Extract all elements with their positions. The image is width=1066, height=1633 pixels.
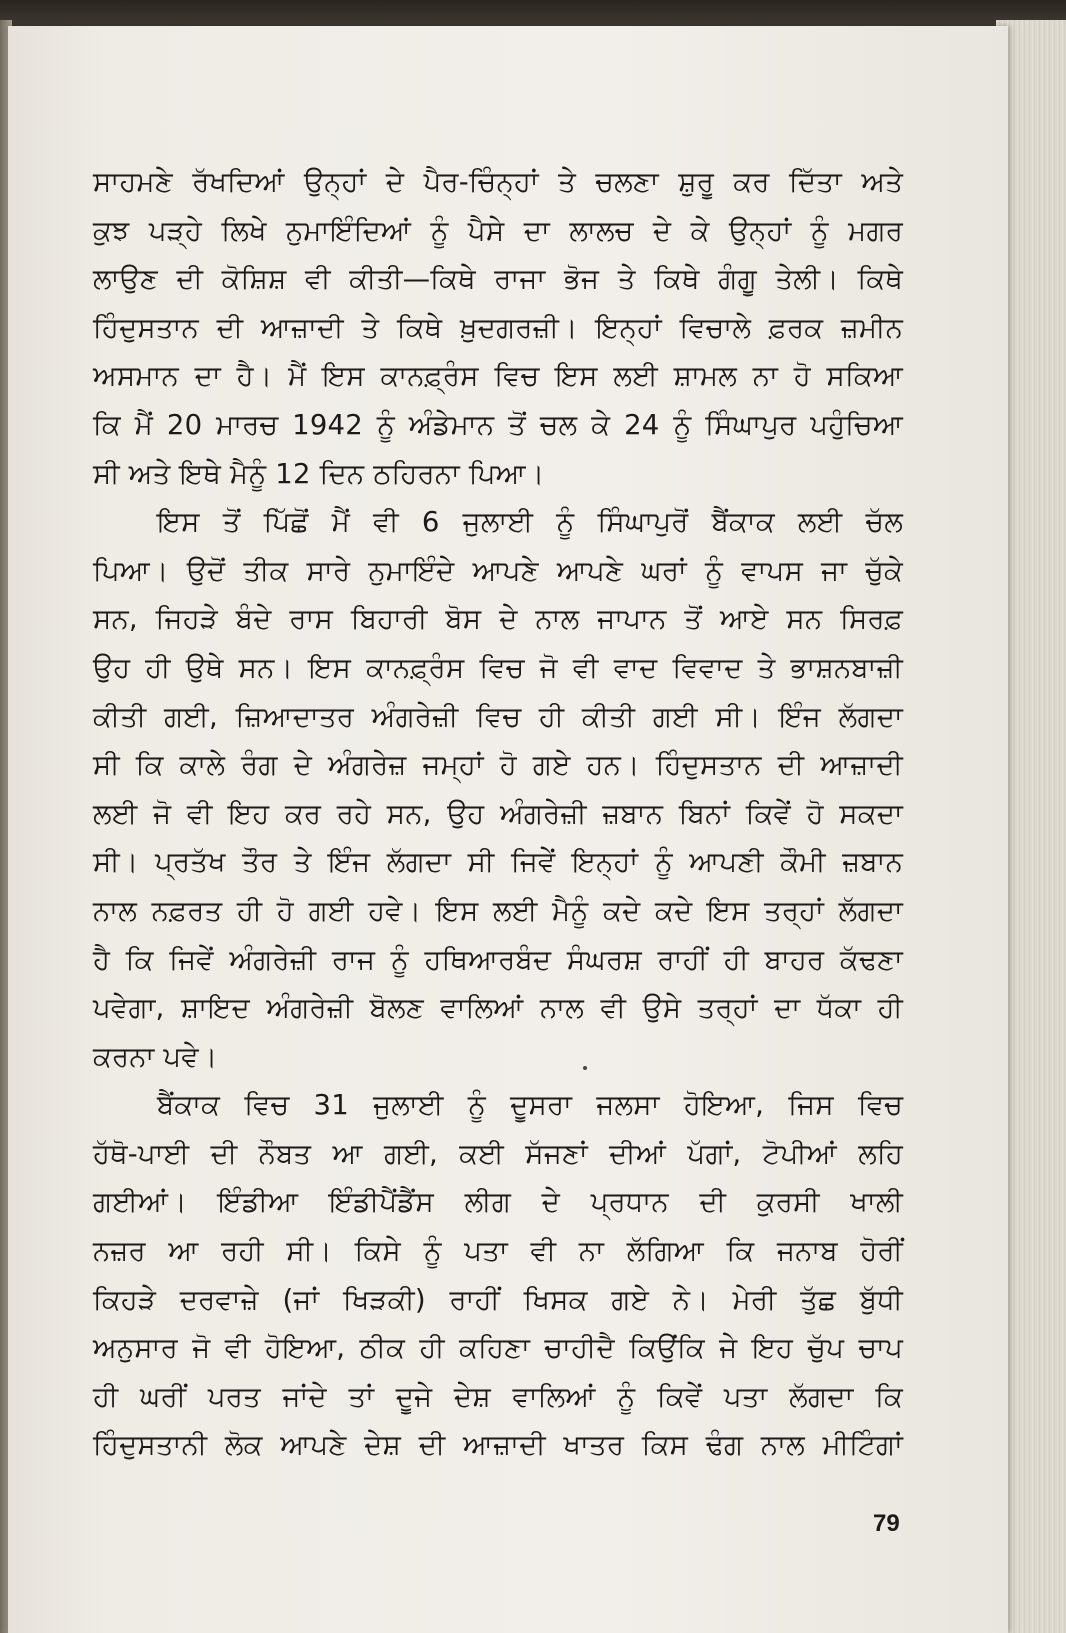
text-line: ਹੱਥੋ-ਪਾਈ ਦੀ ਨੌਬਤ ਆ ਗਈ, ਕਈ ਸੱਜਣਾਂ ਦੀਆਂ ਪੱਗਾਂ, ਟੋਪੀਆਂ ਲਹਿ	[93, 1137, 903, 1170]
text-line: ਅਨੁਸਾਰ ਜੋ ਵੀ ਹੋਇਆ, ਠੀਕ ਹੀ ਕਹਿਣਾ ਚਾਹੀਦੈ ਕਿਉਂਕਿ ਜੇ ਇਹ ਚੁੱਪ ਚਾਪ	[93, 1332, 903, 1365]
text-line: ਲਾਉਣ ਦੀ ਕੋਸ਼ਿਸ਼ ਵੀ ਕੀਤੀ—ਕਿਥੇ ਰਾਜਾ ਭੋਜ ਤੇ ਕਿਥੇ ਗੰਗੂ ਤੇਲੀ। ਕਿਥੇ	[93, 263, 903, 296]
text-line: ਕੀਤੀ ਗਈ, ਜ਼ਿਆਦਾਤਰ ਅੰਗਰੇਜ਼ੀ ਵਿਚ ਹੀ ਕੀਤੀ ਗਈ ਸੀ। ਇੰਜ ਲੱਗਦਾ	[93, 700, 903, 733]
paragraph-end-line: ਕਰਨਾ ਪਵੇ।	[93, 1040, 218, 1073]
text-line: ਉਹ ਹੀ ਉਥੇ ਸਨ। ਇਸ ਕਾਨਫ਼੍ਰੰਸ ਵਿਚ ਜੋ ਵੀ ਵਾਦ ਵਿਵਾਦ ਤੇ ਭਾਸ਼ਨਬਾਜ਼ੀ	[93, 651, 903, 684]
text-line: ਲਈ ਜੋ ਵੀ ਇਹ ਕਰ ਰਹੇ ਸਨ, ਉਹ ਅੰਗਰੇਜ਼ੀ ਜ਼ਬਾਨ ਬਿਨਾਂ ਕਿਵੇਂ ਹੋ ਸਕਦਾ	[93, 797, 903, 830]
text-line: ਸੀ। ਪ੍ਰਤੱਖ ਤੌਰ ਤੇ ਇੰਜ ਲੱਗਦਾ ਸੀ ਜਿਵੇਂ ਇਨ੍ਹਾਂ ਨੂੰ ਆਪਣੀ ਕੌਮੀ ਜ਼ਬਾਨ	[93, 846, 903, 879]
body-text	[93, 158, 903, 1470]
paragraph-end-line: ਸੀ ਅਤੇ ਇਥੇ ਮੈਨੂੰ 12 ਦਿਨ ਠਹਿਰਨਾ ਪਿਆ।	[93, 457, 545, 490]
text-line: ਅਸਮਾਨ ਦਾ ਹੈ। ਮੈਂ ਇਸ ਕਾਨਫ਼੍ਰੰਸ ਵਿਚ ਇਸ ਲਈ ਸ਼ਾਮਲ ਨਾ ਹੋ ਸਕਿਆ	[93, 360, 903, 393]
book-page	[8, 26, 1008, 1633]
text-line: ਸੀ ਕਿ ਕਾਲੇ ਰੰਗ ਦੇ ਅੰਗਰੇਜ਼ ਜਮ੍ਹਾਂ ਹੋ ਗਏ ਹਨ। ਹਿੰਦੁਸਤਾਨ ਦੀ ਆਜ਼ਾਦੀ	[93, 749, 903, 782]
text-line: ਹੈ ਕਿ ਜਿਵੇਂ ਅੰਗਰੇਜ਼ੀ ਰਾਜ ਨੂੰ ਹਥਿਆਰਬੰਦ ਸੰਘਰਸ਼ ਰਾਹੀਂ ਹੀ ਬਾਹਰ ਕੱਢਣਾ	[93, 943, 903, 976]
text-line: ਨਜ਼ਰ ਆ ਰਹੀ ਸੀ। ਕਿਸੇ ਨੂੰ ਪਤਾ ਵੀ ਨਾ ਲੱਗਿਆ ਕਿ ਜਨਾਬ ਹੋਰੀਂ	[93, 1235, 903, 1268]
paragraph-start-line: ਇਸ ਤੋਂ ਪਿੱਛੋਂ ਮੈਂ ਵੀ 6 ਜੁਲਾਈ ਨੂੰ ਸਿੰਘਾਪੁਰੋਂ ਬੈਂਕਾਕ ਲਈ ਚੱਲ	[157, 506, 903, 539]
text-line: ਹੀ ਘਰੀਂ ਪਰਤ ਜਾਂਦੇ ਤਾਂ ਦੂਜੇ ਦੇਸ਼ ਵਾਲਿਆਂ ਨੂੰ ਕਿਵੇਂ ਪਤਾ ਲੱਗਦਾ ਕਿ	[93, 1380, 903, 1413]
text-line: ਪਵੇਗਾ, ਸ਼ਾਇਦ ਅੰਗਰੇਜ਼ੀ ਬੋਲਣ ਵਾਲਿਆਂ ਨਾਲ ਵੀ ਉਸੇ ਤਰ੍ਹਾਂ ਦਾ ਧੱਕਾ ਹੀ	[93, 992, 903, 1025]
text-line: ਕੁਝ ਪੜ੍ਹੇ ਲਿਖੇ ਨੁਮਾਇੰਦਿਆਂ ਨੂੰ ਪੈਸੇ ਦਾ ਲਾਲਚ ਦੇ ਕੇ ਉਨ੍ਹਾਂ ਨੂੰ ਮਗਰ	[93, 214, 903, 247]
paragraph-start-line: ਬੈਂਕਾਕ ਵਿਚ 31 ਜੁਲਾਈ ਨੂੰ ਦੂਸਰਾ ਜਲਸਾ ਹੋਇਆ, ਜਿਸ ਵਿਚ	[157, 1089, 903, 1122]
page-number: 79	[873, 1510, 900, 1537]
text-line: ਹਿੰਦੁਸਤਾਨ ਦੀ ਆਜ਼ਾਦੀ ਤੇ ਕਿਥੇ ਖ਼ੁਦਗਰਜ਼ੀ। ਇਨ੍ਹਾਂ ਵਿਚਾਲੇ ਫ਼ਰਕ ਜ਼ਮੀਨ	[93, 311, 903, 344]
text-line: ਗਈਆਂ। ਇੰਡੀਆ ਇੰਡੀਪੈਂਡੈਂਸ ਲੀਗ ਦੇ ਪ੍ਰਧਾਨ ਦੀ ਕੁਰਸੀ ਖਾਲੀ	[93, 1186, 903, 1219]
text-line: ਨਾਲ ਨਫ਼ਰਤ ਹੀ ਹੋ ਗਈ ਹਵੇ। ਇਸ ਲਈ ਮੈਨੂੰ ਕਦੇ ਕਦੇ ਇਸ ਤਰ੍ਹਾਂ ਲੱਗਦਾ	[93, 894, 903, 927]
text-line: ਕਿ ਮੈਂ 20 ਮਾਰਚ 1942 ਨੂੰ ਅੰਡੇਮਾਨ ਤੋਂ ਚਲ ਕੇ 24 ਨੂੰ ਸਿੰਘਾਪੁਰ ਪਹੁੰਚਿਆ	[93, 408, 903, 441]
text-line: ਕਿਹੜੇ ਦਰਵਾਜ਼ੇ (ਜਾਂ ਖਿੜਕੀ) ਰਾਹੀਂ ਖਿਸਕ ਗਏ ਨੇ। ਮੇਰੀ ਤੁੱਛ ਬੁੱਧੀ	[93, 1283, 903, 1316]
text-line: ਪਿਆ। ਉਦੋਂ ਤੀਕ ਸਾਰੇ ਨੁਮਾਇੰਦੇ ਆਪਣੇ ਆਪਣੇ ਘਰਾਂ ਨੂੰ ਵਾਪਸ ਜਾ ਚੁੱਕੇ	[93, 554, 903, 587]
ink-speck	[583, 1066, 587, 1070]
text-line: ਸਨ, ਜਿਹੜੇ ਬੰਦੇ ਰਾਸ ਬਿਹਾਰੀ ਬੋਸ ਦੇ ਨਾਲ ਜਾਪਾਨ ਤੋਂ ਆਏ ਸਨ ਸਿਰਫ਼	[93, 603, 903, 636]
text-line: ਸਾਹਮਣੇ ਰੱਖਦਿਆਂ ਉਨ੍ਹਾਂ ਦੇ ਪੈਰ-ਚਿੰਨ੍ਹਾਂ ਤੇ ਚਲਣਾ ਸ਼ੁਰੂ ਕਰ ਦਿੱਤਾ ਅਤੇ	[93, 166, 903, 198]
text-line: ਹਿੰਦੁਸਤਾਨੀ ਲੋਕ ਆਪਣੇ ਦੇਸ਼ ਦੀ ਆਜ਼ਾਦੀ ਖਾਤਰ ਕਿਸ ਢੰਗ ਨਾਲ ਮੀਟਿੰਗਾਂ	[93, 1429, 903, 1462]
